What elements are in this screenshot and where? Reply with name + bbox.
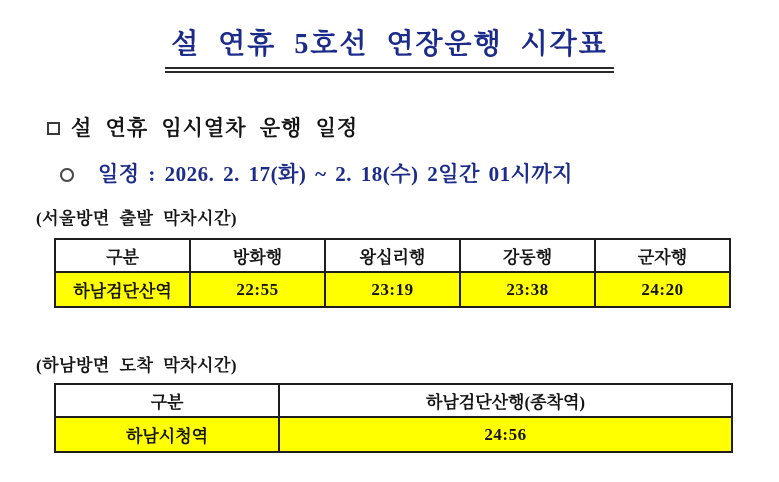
- departure-header-category: 구분: [55, 239, 190, 272]
- departure-table-label: (서울방면 출발 막차시간): [36, 209, 238, 228]
- square-bullet-icon: [47, 122, 60, 135]
- arrival-time-cell: 24:56: [279, 417, 732, 452]
- departure-header-gunja: 군자행: [595, 239, 730, 272]
- section-heading-label: 설 연휴 임시열차 운행 일정: [71, 116, 359, 140]
- departure-header-wangsimni: 왕십리행: [325, 239, 460, 272]
- arrival-table-label: (하남방면 도착 막차시간): [36, 356, 238, 375]
- departure-time-wangsimni: 23:19: [325, 272, 460, 307]
- departure-station-cell: 하남검단산역: [55, 272, 190, 307]
- departure-header-row: [55, 239, 730, 272]
- departure-table: [54, 238, 731, 308]
- arrival-station-cell: 하남시청역: [55, 417, 279, 452]
- arrival-header-terminal: 하남검단산행(종착역): [279, 384, 732, 417]
- page-title: 설 연휴 5호선 연장운행 시각표: [165, 22, 614, 73]
- circle-bullet-icon: [60, 168, 74, 182]
- departure-time-gangdong: 23:38: [460, 272, 595, 307]
- departure-time-gunja: 24:20: [595, 272, 730, 307]
- arrival-header-category: 구분: [55, 384, 279, 417]
- arrival-header-row: [55, 384, 732, 417]
- page-title-wrap: [0, 22, 779, 73]
- departure-header-gangdong: 강동행: [460, 239, 595, 272]
- departure-time-banghwa: 22:55: [190, 272, 325, 307]
- arrival-table: [54, 383, 733, 453]
- departure-header-banghwa: 방화행: [190, 239, 325, 272]
- arrival-data-row: [55, 417, 732, 452]
- section-heading: [47, 116, 358, 141]
- schedule-line: [60, 161, 573, 188]
- schedule-line-text: 일정 : 2026. 2. 17(화) ~ 2. 18(수) 2일간 01시까지: [98, 162, 573, 186]
- departure-data-row: [55, 272, 730, 307]
